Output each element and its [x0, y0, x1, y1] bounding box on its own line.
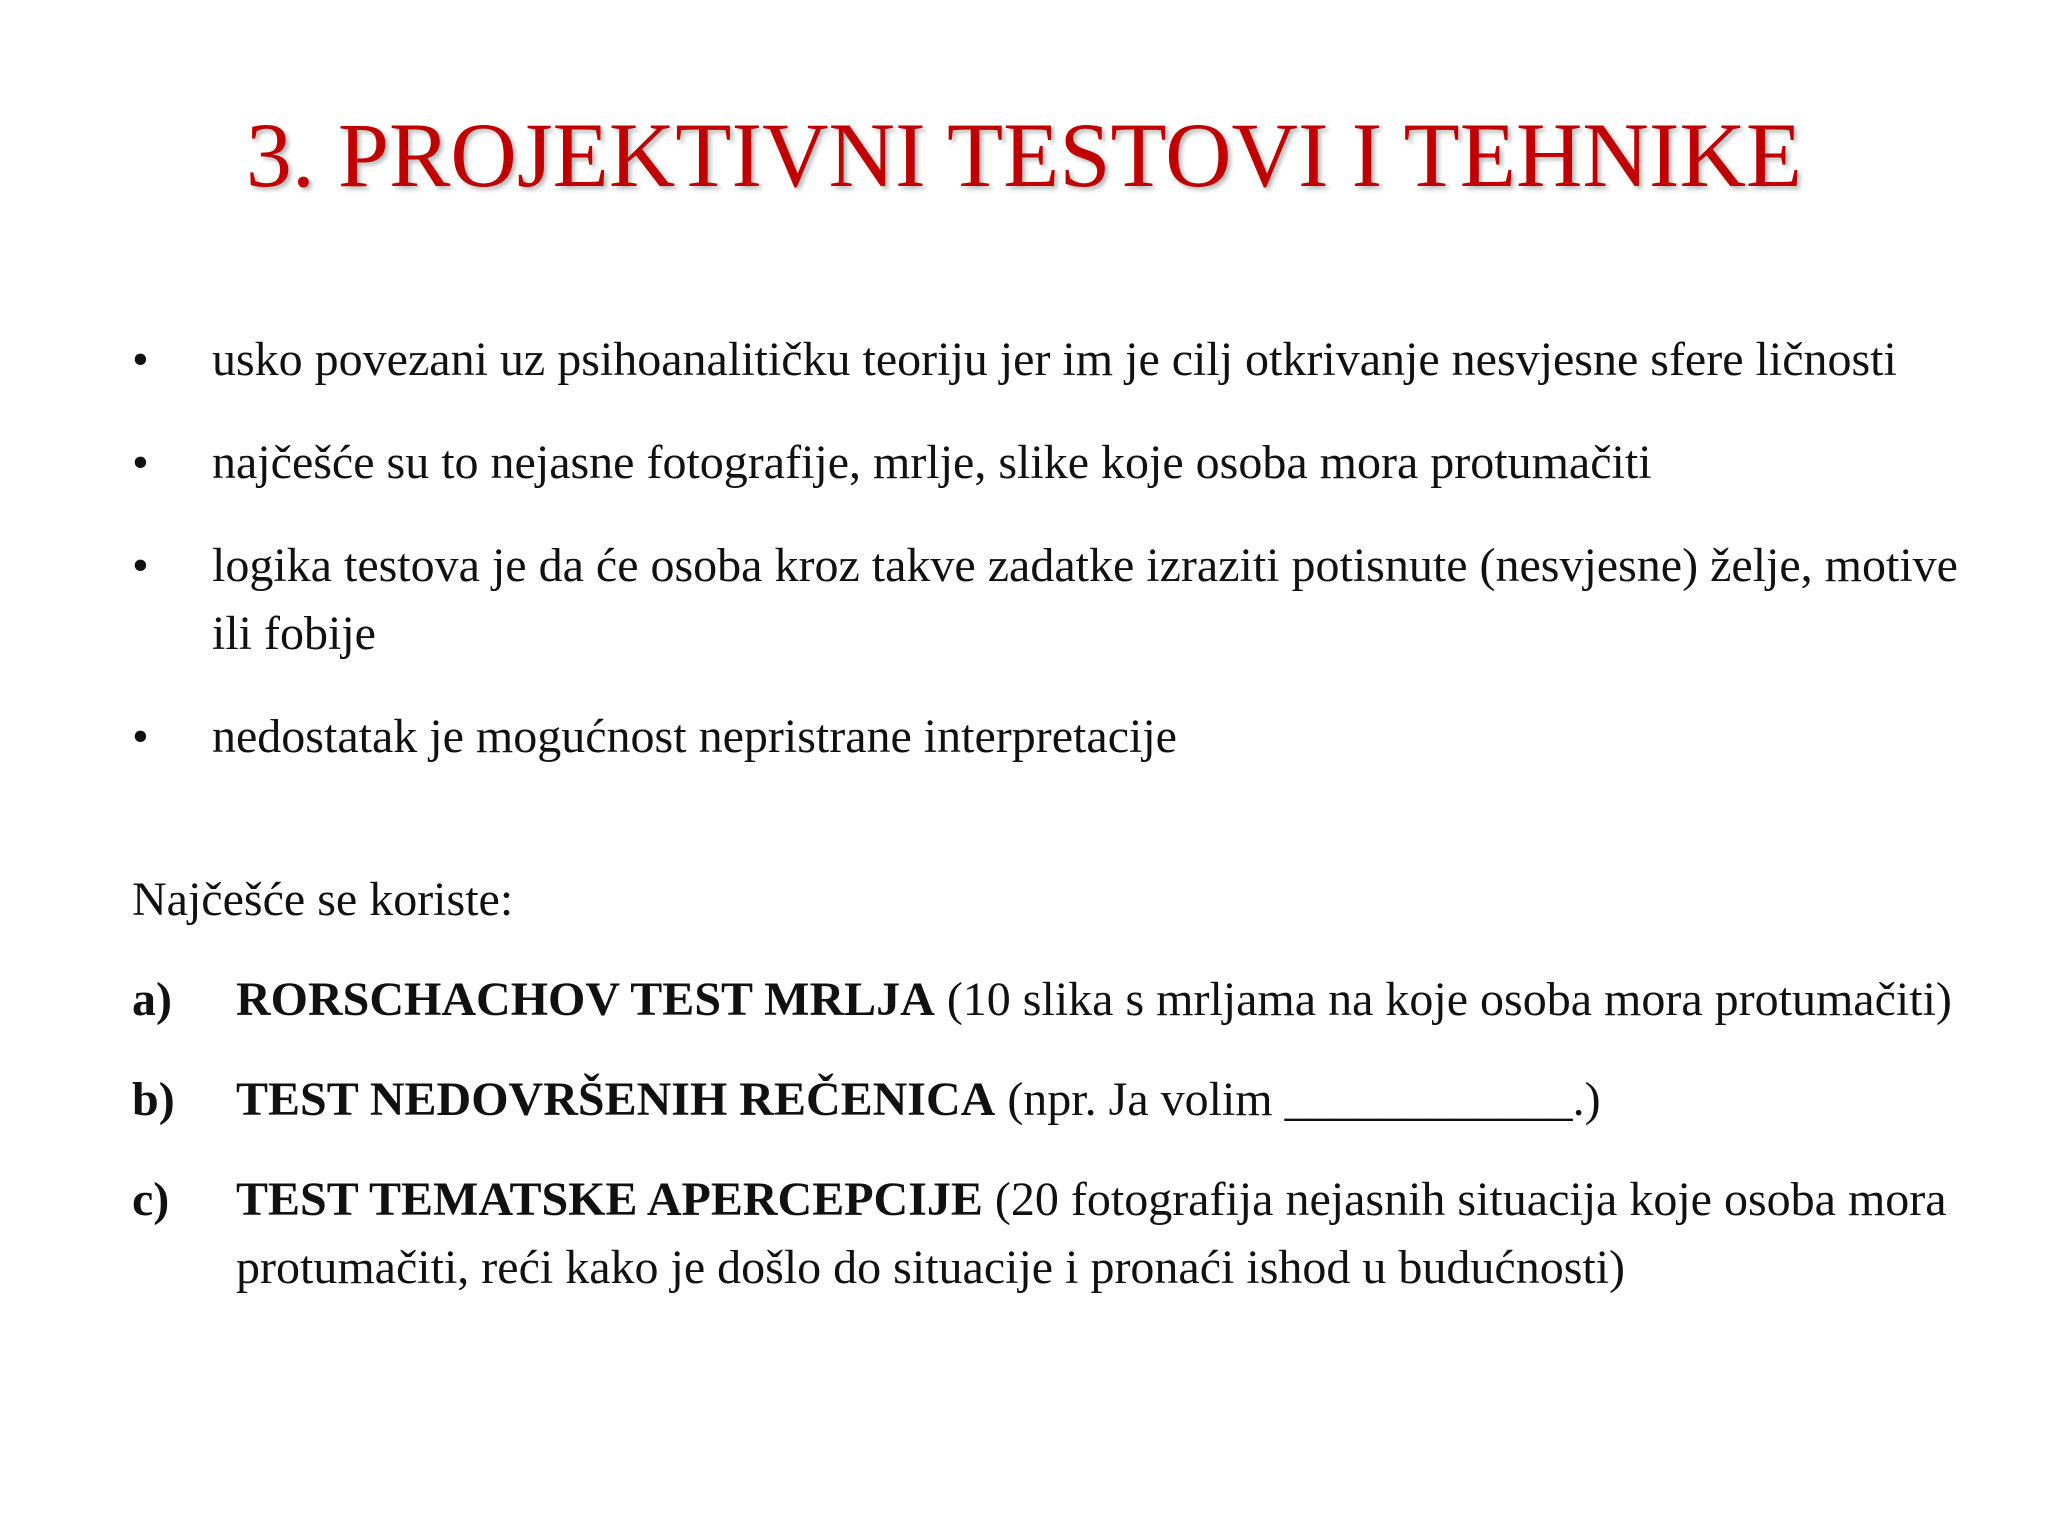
slide-title: 3. PROJEKTIVNI TESTOVI I TEHNIKE [245, 104, 1803, 206]
bullet-item [132, 429, 1962, 497]
intro-text: Najčešće se koriste: [132, 873, 514, 926]
bullet-list [132, 326, 1962, 806]
test-letter: a) [132, 973, 172, 1026]
test-name: TEST TEMATSKE APERCEPCIJE [236, 1173, 983, 1226]
bullet-text: usko povezani uz psihoanalitičku teoriju jer im je cilj otkrivanje nesvjesne sfere ličnosti [212, 333, 1897, 386]
test-description: (10 slika s mrljama na koje osoba mora protumačiti) [934, 973, 1952, 1026]
test-item-incomplete-sentences [132, 1066, 1982, 1134]
bullet-item [132, 326, 1962, 394]
bullet-icon: • [132, 710, 149, 763]
test-item-rorschach [132, 966, 1982, 1034]
test-name: RORSCHACHOV TEST MRLJA [236, 973, 935, 1026]
test-text [236, 1066, 1982, 1134]
test-letter: c) [132, 1173, 170, 1226]
test-list [132, 966, 1982, 1334]
test-text [236, 966, 1982, 1034]
bullet-item [132, 532, 1962, 668]
bullet-text: najčešće su to nejasne fotografije, mrlje, slike koje osoba mora protumačiti [212, 436, 1652, 489]
test-name: TEST NEDOVRŠENIH REČENICA [236, 1073, 996, 1126]
test-text [236, 1166, 1982, 1302]
bullet-icon: • [132, 333, 149, 386]
bullet-text: logika testova je da će osoba kroz takve zadatke izraziti potisnute (nesvjesne) želje, motive ili fobije [212, 539, 1958, 660]
bullet-text: nedostatak je mogućnost nepristrane interpretacije [212, 710, 1177, 763]
bullet-icon: • [132, 436, 149, 489]
test-item-thematic-apperception [132, 1166, 1982, 1302]
test-description: (npr. Ja volim ____________.) [995, 1073, 1601, 1126]
test-letter: b) [132, 1073, 175, 1126]
bullet-icon: • [132, 539, 149, 592]
test-description: (20 fotografija nejasnih situacija koje osoba mora protumačiti, reći kako je došlo do situacije i pronaći ishod u budućnosti) [236, 1173, 1947, 1294]
bullet-item [132, 703, 1962, 771]
